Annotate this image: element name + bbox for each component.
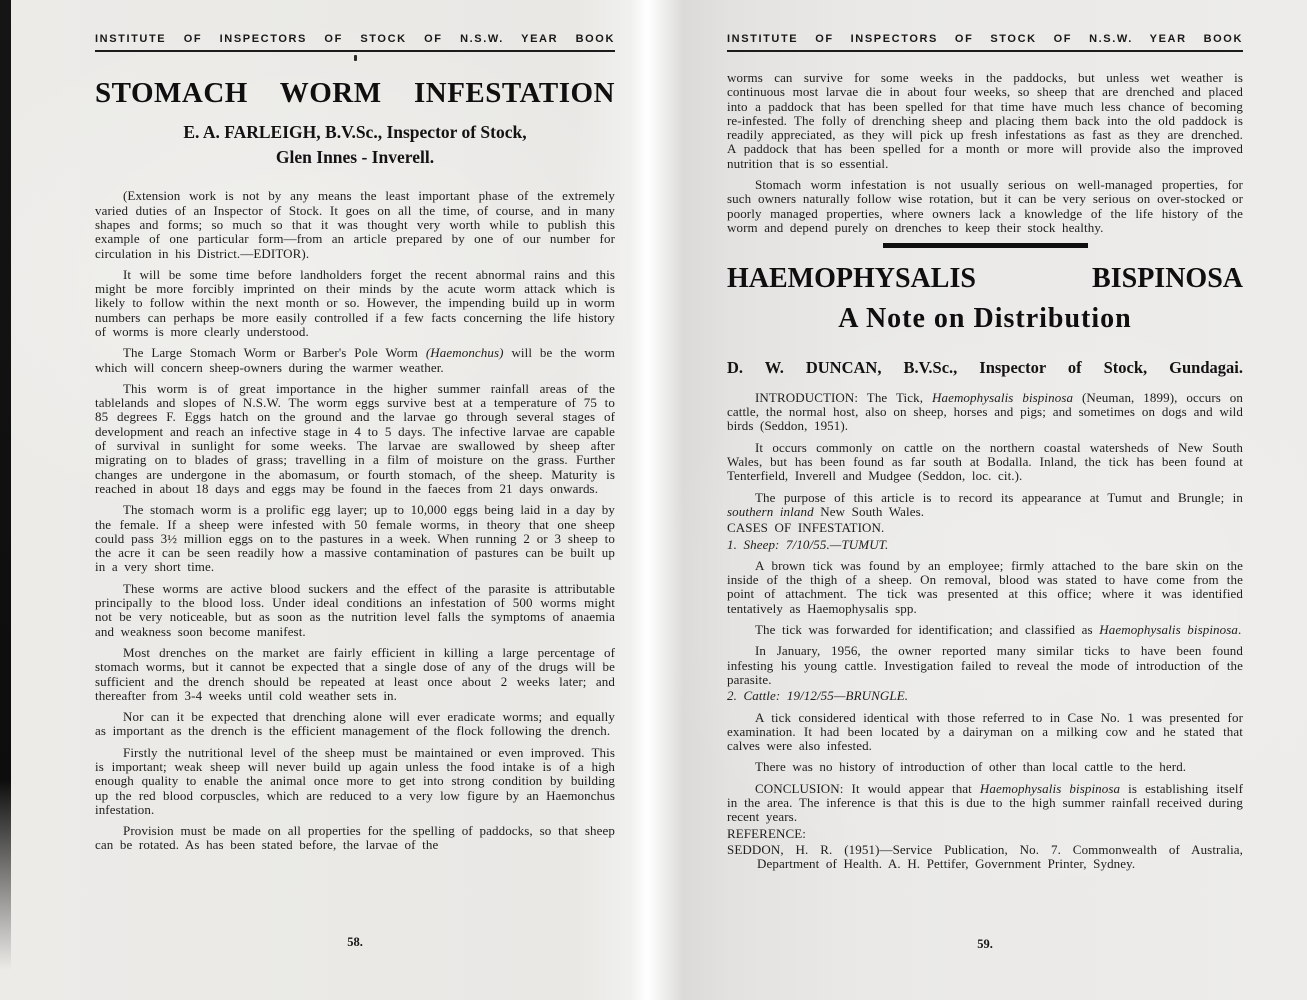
paragraph: Most drenches on the market are fairly efficient in killing a large percentage of stomach worms, but it cannot be expected that a single dose of any of the drugs will be sufficient and the drench should be repeated at least once about 2 weeks later; and thereafter from 3-4 weeks until cold weather sets in.: [95, 644, 615, 703]
article-byline: [95, 120, 615, 170]
page-left: [95, 0, 615, 1000]
paragraph: The stomach worm is a prolific egg layer; up to 10,000 eggs being laid in a day by the female. If a sheep were infested with 50 female worms, in theory that one sheep could pass 3½ million eggs on to the pastures in a week. When running 2 or 3 sheep to the acre it can be seen readily how a massive contamination of pastures can be built up in a very short time.: [95, 502, 615, 575]
article-title: STOMACH WORM INFESTATION: [95, 77, 615, 109]
paragraph: Nor can it be expected that drenching alone will ever eradicate worms; and equally as important as the drench is the efficient management of the flock following the drench.: [95, 709, 615, 739]
paragraph: Stomach worm infestation is not usually serious on well-managed properties, for such owners naturally follow wise rotation, but it can be very serious on over-stocked or poorly managed properties, where owners lack a knowledge of the life history of the worm and depend purely on drenches to keep their stock healthy.: [727, 177, 1243, 235]
paragraph: There was no history of introduction of other than local cattle to the herd.: [755, 759, 1187, 775]
paragraph: A brown tick was found by an employee; firmly attached to the bare skin on the inside of the thigh of a sheep. On removal, blood was stated to have come from the point of attachment. The tick was presented at this office; where it was identified tentatively as Haemophysalis spp.: [727, 557, 1243, 616]
header-rule: [727, 50, 1243, 52]
case-heading: 2. Cattle: 19/12/55—BRUNGLE.: [727, 688, 909, 704]
header-rule: [95, 50, 615, 52]
paragraph: The tick was forwarded for identification; and classified as Haemophysalis bispinosa.: [755, 622, 1242, 638]
article-title-line2: A Note on Distribution: [838, 302, 1132, 334]
paragraph: This worm is of great importance in the higher summer rainfall areas of the tablelands and slopes of N.S.W. The worm eggs survive best at a temperature of 75 to 85 degrees F. Eggs hatch on the ground and the larvae go through several stages of development and reach an infective stage in 4 to 5 days. The infective larvae are capable of survival in sunlight for some weeks. The larvae are swallowed by sheep after migrating on to blades of grass; travelling in a film of moisture on the grass. Further changes are undergone in the abomasum, or fourth stomach, of the sheep. Maturity is reached in about 18 days and eggs may be found in the faeces from 21 days onwards.: [95, 380, 615, 496]
ink-mark: [354, 55, 357, 61]
article-body: [727, 391, 1243, 872]
case-heading: 1. Sheep: 7/10/55.—TUMUT.: [727, 536, 889, 552]
paragraph: Firstly the nutritional level of the sheep must be maintained or even improved. This is important; weak sheep will never build up again unless the food intake is of a high enough quality to enable the animal once more to get into strong condition by building up the red blood corpuscles, which are reduced to a very low figure by an Haemonchus infestation.: [95, 744, 615, 817]
article-body: [95, 189, 615, 852]
byline-line: Glen Innes - Inverell.: [275, 147, 435, 168]
article-continuation-body: [727, 71, 1243, 235]
article-byline: D. W. DUNCAN, B.V.Sc., Inspector of Stock, Gundagai.: [727, 357, 1243, 377]
running-head: INSTITUTE OF INSPECTORS OF STOCK OF N.S.W. YEAR BOOK: [727, 33, 1243, 45]
byline-line: E. A. FARLEIGH, B.V.Sc., Inspector of Stock,: [183, 122, 527, 143]
page-number: 58.: [347, 935, 363, 949]
article-divider: [883, 243, 1088, 248]
paragraph: It will be some time before landholders forget the recent abnormal rains and this might be more forcibly imprinted on their minds by the acute worm attack which is likely to follow within the next month or so. However, the impending build up in worm numbers can perhaps be more easily controlled if a few facts concerning the life history of worms is more clearly understood.: [95, 266, 615, 339]
paragraph: The Large Stomach Worm or Barber's Pole Worm (Haemonchus) will be the worm which will concern sheep-owners during the warmer weather.: [95, 345, 615, 375]
paragraph: (Extension work is not by any means the least important phase of the extremely varied duties of an Inspector of Stock. It goes on all the time, of course, and in many shapes and forms; so much so that it was thought very worth while to publish this example of one particular form—from an article prepared by one of our number for circulation in his District.—EDITOR).: [95, 188, 615, 261]
paragraph: In January, 1956, the owner reported many similar ticks to have been found infesting his young cattle. Investigation failed to reveal the mode of introduction of the parasite.: [727, 643, 1243, 687]
article-title-line1: HAEMOPHYSALIS BISPINOSA: [727, 263, 1243, 295]
paragraph: worms can survive for some weeks in the paddocks, but unless wet weather is continuous most larvae die in about four weeks, so sheep that are drenched and placed into a paddock that has been spelled for that time have much less chance of becoming re-infested. The folly of drenching sheep and placing them back into the old paddock is readily appreciated, as they will pick up fresh infestations as fast as they are drenched. A paddock that has been spelled for a month or more will provide also the improved nutrition that is so essential.: [727, 70, 1243, 171]
running-head: INSTITUTE OF INSPECTORS OF STOCK OF N.S.W. YEAR BOOK: [95, 33, 615, 45]
paragraph: CONCLUSION: It would appear that Haemophysalis bispinosa is establishing itself in the area. The inference is that this is due to the high summer rainfall received during recent years.: [727, 780, 1243, 825]
page-right: [727, 0, 1243, 1000]
scan-edge-shadow: [0, 0, 11, 1000]
section-heading: REFERENCE:: [727, 825, 807, 841]
page-number: 59.: [977, 937, 993, 951]
paragraph: These worms are active blood suckers and the effect of the parasite is attributable principally to the blood loss. Under ideal conditions an infestation of 500 worms might not be very noticeable, but as soon as the nutrition level falls the symptoms of anaemia and weakness soon become manifest.: [95, 580, 615, 639]
paragraph: INTRODUCTION: The Tick, Haemophysalis bispinosa (Neuman, 1899), occurs on cattle, the normal host, also on sheep, horses and pigs; and sometimes on dogs and wild birds (Seddon, 1951).: [727, 389, 1244, 434]
paragraph: A tick considered identical with those referred to in Case No. 1 was presented for examination. It had been located by a dairyman on a milking cow and he stated that calves were also infested.: [727, 709, 1243, 754]
paragraph: It occurs commonly on cattle on the northern coastal watersheds of New South Wales, but has been found as far south at Bodalla. Inland, the tick has been found at Tenterfield, Inverell and Mudgee (Seddon, loc. cit.).: [727, 439, 1243, 484]
paragraph: The purpose of this article is to record its appearance at Tumut and Brungle; in southern inland New South Wales.: [727, 489, 1243, 519]
paragraph: Provision must be made on all properties for the spelling of paddocks, so that sheep can be rotated. As has been stated before, the larvae of the: [95, 823, 615, 853]
section-heading: CASES OF INFESTATION.: [727, 520, 885, 536]
reference-entry: SEDDON, H. R. (1951)—Service Publication, No. 7. Commonwealth of Australia, Department of Health. A. H. Pettifer, Government Printer, Sydney.: [727, 841, 1243, 872]
